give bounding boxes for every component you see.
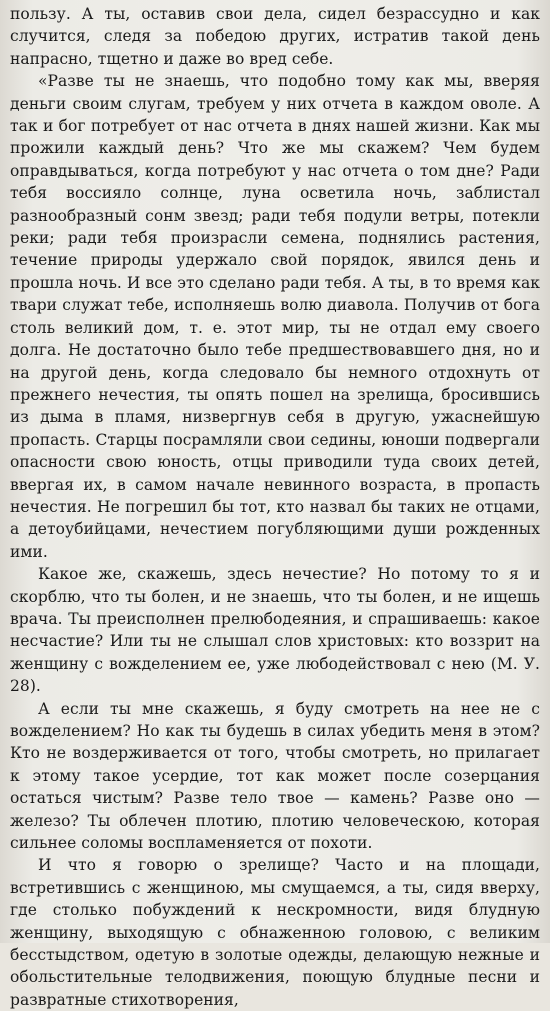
- page-text: [10, 3, 540, 1011]
- paragraph-what-impiety: Какое же, скажешь, здесь нечестие? Но потому то я и скорблю, что ты болен, и не знаешь, что ты болен, и не ищешь врача. Ты преисполнен прелюбодеяния, и спрашиваешь: какое несчастие? Или ты не слышал слов христовых: кто воззрит на женщину с вожделением ее, уже любодействовал с нею (М. У. 28).: [10, 565, 540, 696]
- paragraph-spectacle: И что я говорю о зрелище? Часто и на площади, встретившись с женщиною, мы смущаемся, а ты, сидя вверху, где столько побуждений к нескромности, видя блудную женщину, выходящую с обнаженною головою, с великим бесстыдством, одетую в золотые одежды, делающую нежные и обольстительные телодвижения, поющую блудные песни и развратные стихотворения,: [10, 856, 540, 1009]
- paragraph-quote-start: «Разве ты не знаешь, что подобно тому как мы, вверяя деньги своим слугам, требуем у них отчета в каждом оволе. А так и бог потребует от нас отчета в днях нашей жизни. Как мы прожили каждый день? Что же мы скажем? Чем будем оправдываться, когда потребуют у нас отчета о том дне? Ради тебя воссияло солнце, луна осветила ночь, заблистал разнообразный сонм звезд; ради тебя подули ветры, потекли реки; ради тебя произрасли семена, поднялись растения, течение природы удержало свой порядок, явился день и прошла ночь. И все это сделано ради тебя. А ты, в то время как твари служат тебе, исполняешь волю диавола. Получив от бога столь великий дом, т. е. этот мир, ты не отдал ему своего долга. Не достаточно было тебе предшествовавшего дня, но и на другой день, когда следовало бы немного отдохнуть от прежнего нечестия, ты опять пошел на зрелища, бросившись из дыма в пламя, низвергнув себя в другую, ужаснейшую пропасть. Старцы посрамляли свои седины, юноши подвергали опасности свою юность, отцы приводили туда своих детей, ввергая их, в самом начале невинного возраста, в пропасть нечестия. Не погрешил бы тот, кто назвал бы таких не отцами, а детоубийцами, нечестием погубляющими души рожденных ими.: [10, 72, 540, 561]
- paragraph-if-you-say: А если ты мне скажешь, я буду смотреть на нее не с вожделением? Но как ты будешь в силах убедить меня в этом? Кто не воздерживается от того, чтобы смотреть, но прилагает к этому такое усердие, тот как может после созерцания остаться чистым? Разве тело твое — камень? Разве оно — железо? Ты облечен плотию, плотию человеческою, которая сильнее соломы воспламеняется от похоти.: [10, 699, 540, 853]
- paragraph-continuation: пользу. А ты, оставив свои дела, сидел безрассудно и как случится, следя за победою других, истратив такой день напрасно, тщетно и даже во вред себе.: [10, 5, 540, 68]
